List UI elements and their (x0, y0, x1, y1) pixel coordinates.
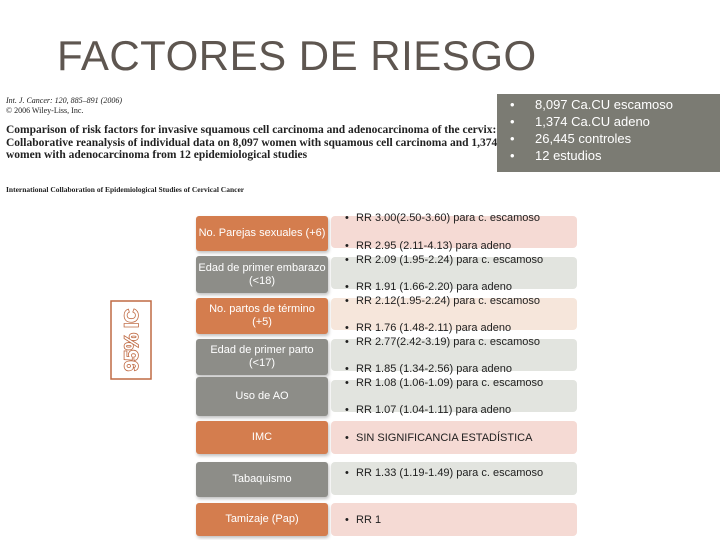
factor-sexual-partners: No. Parejas sexuales (+6) (196, 216, 328, 251)
copyright-notice: © 2006 Wiley-Liss, Inc. (6, 106, 84, 115)
factor-first-pregnancy-age: Edad de primer embarazo (<18) (196, 256, 328, 293)
journal-reference: Int. J. Cancer: 120, 885–891 (2006) (6, 96, 122, 105)
ci-label-text: 95% IC (122, 308, 143, 372)
factor-screening: Tamizaje (Pap) (196, 503, 328, 536)
slide-title: FACTORES DE RIESGO (57, 32, 537, 79)
study-summary-box: • 8,097 Ca.CU escamoso • 1,374 Ca.CU adeno • 26,445 controles • 12 estudios (497, 94, 720, 172)
factor-smoking: Tabaquismo (196, 462, 328, 497)
factor-oral-contraceptives: Uso de AO (196, 377, 328, 416)
confidence-interval-label (110, 300, 152, 380)
factor-full-term-births: No. partos de término (+5) (196, 298, 328, 334)
paper-citation (6, 96, 506, 196)
paper-authors: International Collaboration of Epidemiological Studies of Cervical Cancer (6, 185, 245, 194)
paper-title: Comparison of risk factors for invasive squamous cell carcinoma and adenocarcinoma of the cervix: Collaborative reanalysis of individual data on 8,097 women with squamous cell carcinoma and 1,374 women with adenocarcinoma from 12 epidemiological studies (6, 124, 498, 161)
factor-bmi: IMC (196, 421, 328, 454)
factor-first-birth-age: Edad de primer parto (<17) (196, 339, 328, 375)
